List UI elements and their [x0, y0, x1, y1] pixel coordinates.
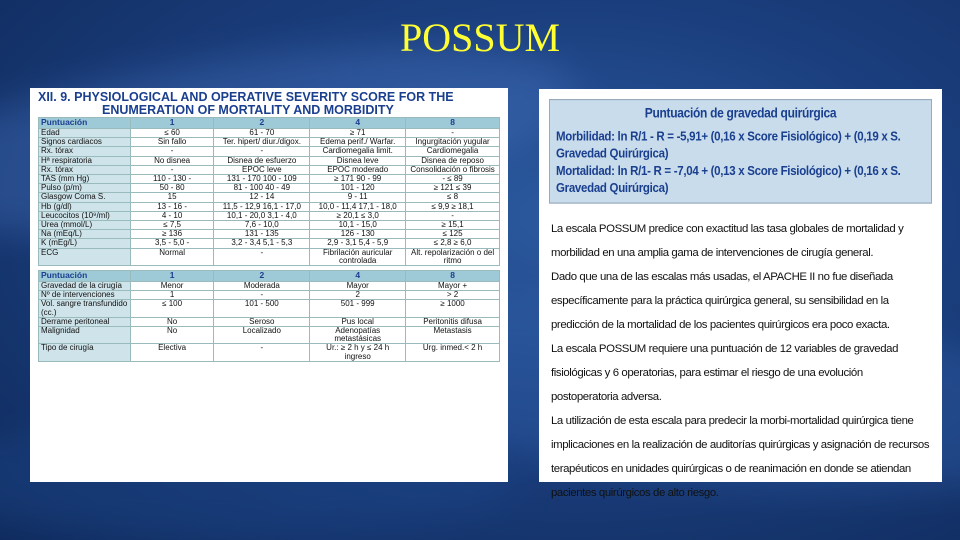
table-cell: 7,6 - 10,0	[214, 221, 310, 230]
table-cell: Peritonitis difusa	[406, 317, 500, 326]
row-label: Urea (mmol/L)	[39, 221, 131, 230]
row-label: Malignidad	[39, 327, 131, 344]
column-header: 1	[130, 271, 214, 282]
mortality-formula: Mortalidad: ln R/1- R = -7,04 + (0,13 x Score Fisiológico) + (0,16 x S. Gravedad Quirúrgica)	[556, 164, 901, 196]
table-cell: 2	[310, 291, 406, 300]
paragraph: La escala POSSUM requiere una puntuación de 12 variables de gravedad fisiológicas y 6 operatorias, para estimar el riesgo de una evolución postoperatoria adversa.	[551, 343, 899, 403]
table-cell: ≥ 20,1 ≤ 3,0	[310, 211, 406, 220]
table-cell: 15	[130, 193, 214, 202]
table-cell: ≤ 60	[130, 129, 214, 138]
table-heading-line1: XII. 9. PHYSIOLOGICAL AND OPERATIVE SEVERITY SCORE FOR THE	[38, 90, 454, 104]
table-cell: Consolidación o fibrosis	[406, 165, 500, 174]
table-cell: ≤ 100	[130, 300, 214, 317]
column-header: 4	[310, 118, 406, 129]
table-cell: 61 - 70	[214, 129, 310, 138]
row-label: Hb (g/dl)	[39, 202, 131, 211]
table-row	[39, 282, 500, 291]
table-cell: Localizado	[214, 327, 310, 344]
table-row	[39, 193, 500, 202]
row-label: Nº de intervenciones	[39, 291, 131, 300]
row-label: Leucocitos (10⁹/ml)	[39, 211, 131, 220]
table-row	[39, 344, 500, 361]
table-cell: -	[406, 211, 500, 220]
paragraph: Dado que una de las escalas más usadas, el APACHE II no fue diseñada específicamente para la práctica quirúrgica general, su sensibilidad en la predicción de la mortalidad de los pacientes quirúrgicos era poco exacta.	[551, 271, 893, 331]
table-cell: > 2	[406, 291, 500, 300]
table-cell: Ter. hipert/ diur./digox.	[214, 138, 310, 147]
table-row	[39, 248, 500, 265]
table-cell: ≤ 125	[406, 230, 500, 239]
table-cell: Menor	[130, 282, 214, 291]
table-cell: ≥ 136	[130, 230, 214, 239]
row-label: Hª respiratoria	[39, 156, 131, 165]
table-row	[39, 147, 500, 156]
table-cell: Metastasis	[406, 327, 500, 344]
table-row	[39, 221, 500, 230]
table-header-row	[39, 271, 500, 282]
table-cell: 1	[130, 291, 214, 300]
table-cell: Mayor	[310, 282, 406, 291]
table-cell: ≥ 121 ≤ 39	[406, 184, 500, 193]
table-cell: 501 - 999	[310, 300, 406, 317]
paragraph: La escala POSSUM predice con exactitud las tasa globales de mortalidad y morbilidad en una amplia gama de intervenciones de cirugía general.	[551, 223, 904, 259]
row-label: K (mEg/L)	[39, 239, 131, 248]
table-cell: -	[214, 344, 310, 361]
table-heading	[38, 91, 500, 117]
table-cell: -	[130, 165, 214, 174]
table-cell: 2,9 - 3,1 5,4 - 5,9	[310, 239, 406, 248]
column-header: 8	[406, 271, 500, 282]
table-header-row	[39, 118, 500, 129]
table-cell: Urg. inmed.< 2 h	[406, 344, 500, 361]
table-cell: 131 - 170 100 - 109	[214, 175, 310, 184]
morbidity-formula: Morbilidad: ln R/1 - R = -5,91+ (0,16 x Score Fisiológico) + (0,19 x S. Gravedad Quirúrgica)	[556, 130, 901, 162]
table-cell: Disnea de esfuerzo	[214, 156, 310, 165]
paragraph: La utilización de esta escala para predecir la morbi-mortalidad quirúrgica tiene implicaciones en la realización de auditorías quirúrgicas y asignación de recursos terapéuticos en unidades quirúrgicas o de reanimación en donde se atiendan pacientes quirúrgicos de alto riesgo.	[551, 415, 930, 499]
formula-title: Puntuación de gravedad quirúrgica	[644, 104, 837, 121]
table-cell: Pus local	[310, 317, 406, 326]
table-cell: Edema perif./ Warfar.	[310, 138, 406, 147]
table-row	[39, 211, 500, 220]
row-label: Vol. sangre transfundido (cc.)	[39, 300, 131, 317]
table-cell: 10,1 - 20,0 3,1 - 4,0	[214, 211, 310, 220]
table-cell: Cardiomegalia limit.	[310, 147, 406, 156]
table-cell: 13 - 16 -	[130, 202, 214, 211]
table-cell: 10,1 - 15,0	[310, 221, 406, 230]
table-cell: 126 - 130	[310, 230, 406, 239]
table-cell: No	[130, 327, 214, 344]
table-cell: No	[130, 317, 214, 326]
table-cell: - ≤ 89	[406, 175, 500, 184]
table-row	[39, 300, 500, 317]
column-header: 4	[310, 271, 406, 282]
table-cell: EPOC leve	[214, 165, 310, 174]
table-cell: -	[214, 291, 310, 300]
column-header: 8	[406, 118, 500, 129]
table-cell: 131 - 135	[214, 230, 310, 239]
table-row	[39, 317, 500, 326]
column-header: 2	[214, 118, 310, 129]
table-cell: ≤ 2,8 ≥ 6,0	[406, 239, 500, 248]
table-cell: Electiva	[130, 344, 214, 361]
row-label: Pulso (p/m)	[39, 184, 131, 193]
row-label: Tipo de cirugía	[39, 344, 131, 361]
physiological-score-table	[38, 117, 500, 266]
table-cell: EPOC moderado	[310, 165, 406, 174]
table-cell: ≥ 71	[310, 129, 406, 138]
row-label: Signos cardiacos	[39, 138, 131, 147]
table-cell: 81 - 100 40 - 49	[214, 184, 310, 193]
slide-title: POSSUM	[399, 15, 561, 60]
table-cell: ≤ 9,9 ≥ 18,1	[406, 202, 500, 211]
table-cell: Disnea leve	[310, 156, 406, 165]
table-row	[39, 327, 500, 344]
possum-description-panel	[539, 89, 942, 499]
row-label: TAS (mm Hg)	[39, 175, 131, 184]
table-cell: 10,0 - 11,4 17,1 - 18,0	[310, 202, 406, 211]
table-cell: 11,5 - 12,9 16,1 - 17,0	[214, 202, 310, 211]
row-label: Gravedad de la cirugía	[39, 282, 131, 291]
row-label: Edad	[39, 129, 131, 138]
table-cell: 9 - 11	[310, 193, 406, 202]
table-cell: Moderada	[214, 282, 310, 291]
table-cell: ≤ 7,5	[130, 221, 214, 230]
table-cell: 4 - 10	[130, 211, 214, 220]
column-header: Puntuación	[39, 118, 131, 129]
table-cell: -	[214, 147, 310, 156]
table-row	[39, 138, 500, 147]
table-cell: Disnea de reposo	[406, 156, 500, 165]
table-cell: Cardiomegalia	[406, 147, 500, 156]
description-paragraphs	[551, 217, 931, 505]
table-cell: 101 - 120	[310, 184, 406, 193]
table-cell: -	[130, 147, 214, 156]
table-cell: 101 - 500	[214, 300, 310, 317]
table-cell: Sin fallo	[130, 138, 214, 147]
table-cell: 12 - 14	[214, 193, 310, 202]
table-row	[39, 291, 500, 300]
table-cell: 50 - 80	[130, 184, 214, 193]
row-label: Derrame peritoneal	[39, 317, 131, 326]
table-cell: 3,5 - 5,0 -	[130, 239, 214, 248]
possum-score-table-panel	[30, 88, 508, 482]
table-cell: ≤ 8	[406, 193, 500, 202]
table-cell: 3,2 - 3,4 5,1 - 5,3	[214, 239, 310, 248]
table-cell: ≥ 171 90 - 99	[310, 175, 406, 184]
table-row	[39, 239, 500, 248]
table-cell: -	[214, 248, 310, 265]
row-label: Na (mEq/L)	[39, 230, 131, 239]
table-cell: Adenopatías metastásicas	[310, 327, 406, 344]
table-cell: Ingurgitación yugular	[406, 138, 500, 147]
column-header: 1	[130, 118, 214, 129]
table-cell: Mayor +	[406, 282, 500, 291]
column-header: Puntuación	[39, 271, 131, 282]
table-cell: -	[406, 129, 500, 138]
table-row	[39, 156, 500, 165]
table-cell: Ur.: ≥ 2 h y ≤ 24 h ingreso	[310, 344, 406, 361]
table-row	[39, 184, 500, 193]
table-cell: No disnea	[130, 156, 214, 165]
row-label: ECG	[39, 248, 131, 265]
table-heading-line2: ENUMERATION OF MORTALITY AND MORBIDITY	[102, 103, 394, 117]
row-label: Rx. tórax	[39, 147, 131, 156]
table-row	[39, 129, 500, 138]
table-cell: Seroso	[214, 317, 310, 326]
operative-score-table	[38, 270, 500, 362]
table-row	[39, 230, 500, 239]
column-header: 2	[214, 271, 310, 282]
table-cell: Normal	[130, 248, 214, 265]
table-cell: Alt. repolarización o del ritmo	[406, 248, 500, 265]
table-cell: ≥ 15,1	[406, 221, 500, 230]
table-row	[39, 202, 500, 211]
row-label: Rx. tórax	[39, 165, 131, 174]
table-cell: 110 - 130 -	[130, 175, 214, 184]
table-row	[39, 175, 500, 184]
table-cell: ≥ 1000	[406, 300, 500, 317]
table-cell: Fibrilación auricular controlada	[310, 248, 406, 265]
table-row	[39, 165, 500, 174]
formula-box	[549, 99, 932, 204]
row-label: Glasgow Coma S.	[39, 193, 131, 202]
